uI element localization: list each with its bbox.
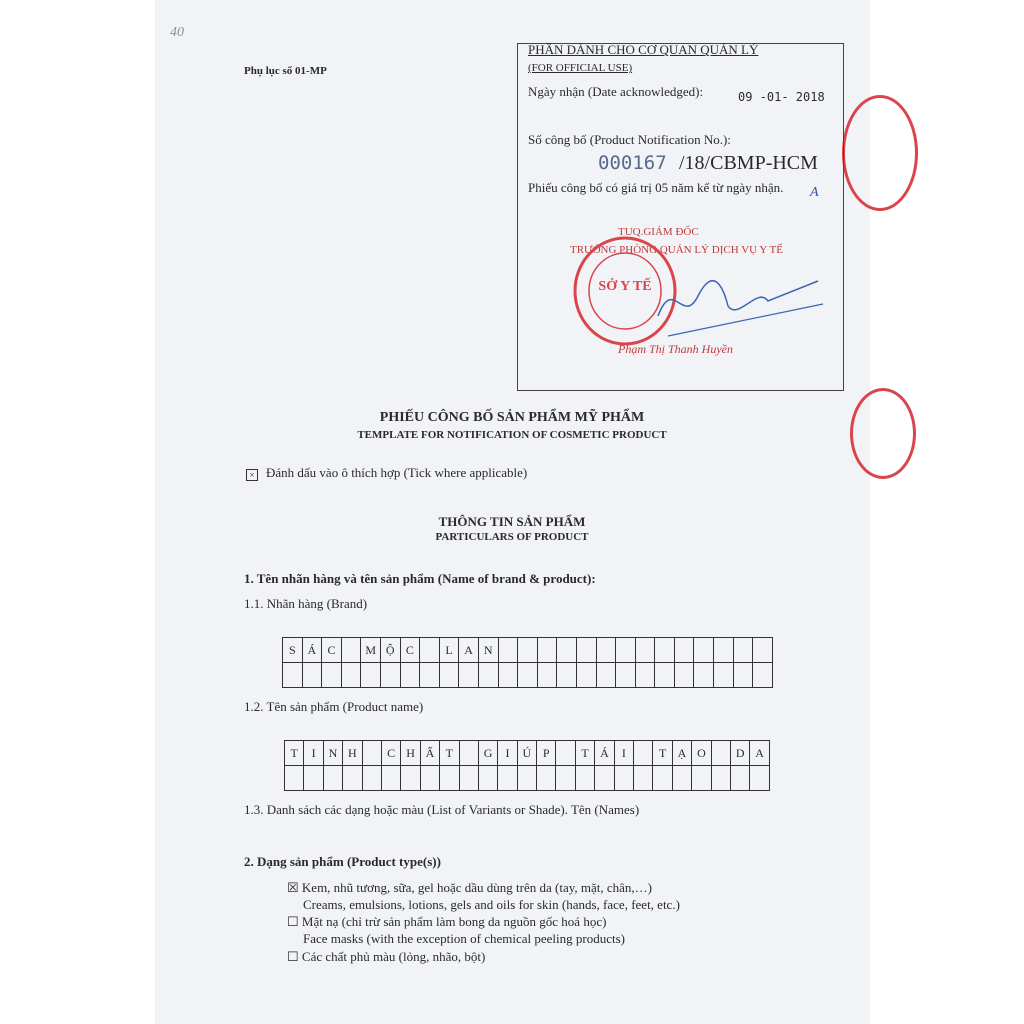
official-heading-en: (FOR OFFICIAL USE) xyxy=(528,62,633,74)
grid-cell[interactable]: Ộ xyxy=(381,638,401,663)
grid-cell[interactable] xyxy=(537,766,556,791)
grid-cell[interactable] xyxy=(499,638,519,663)
form-title-vi: PHIẾU CÔNG BỐ SẢN PHẨM MỸ PHẨM xyxy=(379,410,645,425)
product-name-grid[interactable] xyxy=(284,740,770,791)
grid-cell[interactable] xyxy=(734,663,754,688)
grid-cell[interactable] xyxy=(283,663,303,688)
grid-cell[interactable]: G xyxy=(479,741,498,766)
grid-cell[interactable] xyxy=(382,766,401,791)
grid-cell[interactable] xyxy=(518,766,537,791)
product-name-label: 1.2. Tên sản phẩm (Product name) xyxy=(244,699,424,714)
grid-cell[interactable] xyxy=(304,766,323,791)
grid-cell[interactable] xyxy=(420,638,440,663)
tick-instruction-text: Đánh dấu vào ô thích hợp (Tick where applicable) xyxy=(266,465,528,480)
official-use-box xyxy=(517,43,844,391)
red-stamp-top-right xyxy=(842,95,918,211)
grid-cell[interactable] xyxy=(655,638,675,663)
grid-cell[interactable]: H xyxy=(343,741,362,766)
grid-cell[interactable] xyxy=(712,741,731,766)
grid-cell[interactable] xyxy=(460,741,479,766)
grid-cell[interactable] xyxy=(479,766,498,791)
grid-cell[interactable]: C xyxy=(322,638,342,663)
grid-cell[interactable] xyxy=(459,663,479,688)
grid-cell[interactable] xyxy=(675,638,695,663)
brand-grid[interactable] xyxy=(282,637,773,688)
handwritten-mark: A xyxy=(810,185,819,200)
grid-cell[interactable]: T xyxy=(653,741,672,766)
grid-cell[interactable]: N xyxy=(324,741,343,766)
grid-cell[interactable]: P xyxy=(537,741,556,766)
grid-cell[interactable] xyxy=(401,663,421,688)
grid-cell[interactable]: T xyxy=(440,741,459,766)
grid-cell[interactable] xyxy=(538,638,558,663)
grid-cell[interactable] xyxy=(363,741,382,766)
signature xyxy=(628,266,828,346)
grid-cell[interactable]: N xyxy=(479,638,499,663)
grid-cell[interactable]: C xyxy=(382,741,401,766)
grid-cell[interactable] xyxy=(694,663,714,688)
grid-cell[interactable]: D xyxy=(731,741,750,766)
grid-cell[interactable] xyxy=(420,663,440,688)
grid-cell[interactable] xyxy=(342,638,362,663)
grid-cell[interactable]: Ấ xyxy=(421,741,440,766)
checkbox-icon[interactable]: ☒ xyxy=(287,880,299,895)
grid-cell[interactable] xyxy=(322,663,342,688)
grid-cell[interactable]: I xyxy=(304,741,323,766)
grid-cell[interactable] xyxy=(655,663,675,688)
grid-cell[interactable] xyxy=(303,663,323,688)
official-heading-vi: PHẦN DÀNH CHO CƠ QUAN QUẢN LÝ xyxy=(528,42,759,57)
grid-cell[interactable] xyxy=(381,663,401,688)
grid-cell[interactable] xyxy=(753,663,773,688)
variants-label: 1.3. Danh sách các dạng hoặc màu (List of Variants or Shade). Tên (Names) xyxy=(244,802,640,817)
grid-cell[interactable] xyxy=(499,663,519,688)
grid-cell[interactable]: I xyxy=(498,741,517,766)
signer-title-1: TUQ.GIÁM ĐỐC xyxy=(618,226,699,238)
option-text-en: Face masks (with the exception of chemical peeling products) xyxy=(303,931,626,946)
notification-suffix: /18/CBMP-HCM xyxy=(679,152,818,174)
grid-cell[interactable] xyxy=(731,766,750,791)
grid-cell[interactable] xyxy=(597,663,617,688)
grid-cell[interactable] xyxy=(557,663,577,688)
grid-cell[interactable] xyxy=(750,766,769,791)
form-title-en: TEMPLATE FOR NOTIFICATION OF COSMETIC PRODUCT xyxy=(357,429,667,441)
grid-cell[interactable] xyxy=(479,663,499,688)
notification-label: Số công bố (Product Notification No.): xyxy=(528,132,731,147)
grid-cell[interactable]: T xyxy=(576,741,595,766)
grid-cell[interactable]: H xyxy=(401,741,420,766)
grid-cell[interactable] xyxy=(557,638,577,663)
grid-cell[interactable] xyxy=(401,766,420,791)
grid-cell[interactable] xyxy=(753,638,773,663)
grid-cell[interactable] xyxy=(714,638,734,663)
grid-cell[interactable] xyxy=(556,741,575,766)
grid-cell[interactable] xyxy=(440,766,459,791)
option-text-vi: Kem, nhũ tương, sữa, gel hoặc dầu dùng trên da (tay, mặt, chân,…) xyxy=(301,880,652,895)
grid-cell[interactable]: S xyxy=(283,638,303,663)
grid-cell[interactable] xyxy=(577,638,597,663)
grid-cell[interactable]: M xyxy=(361,638,381,663)
grid-cell[interactable] xyxy=(653,766,672,791)
grid-cell[interactable] xyxy=(597,638,617,663)
brand-label: 1.1. Nhãn hàng (Brand) xyxy=(244,596,368,611)
grid-cell[interactable] xyxy=(324,766,343,791)
grid-cell[interactable] xyxy=(634,766,653,791)
annex-label: Phụ lục số 01-MP xyxy=(244,65,327,77)
grid-cell[interactable]: Á xyxy=(595,741,614,766)
product-type-option-3[interactable] xyxy=(287,949,485,965)
grid-cell[interactable]: C xyxy=(401,638,421,663)
signer-title-2: TRƯỞNG PHÒNG QUẢN LÝ DỊCH VỤ Y TẾ xyxy=(570,244,783,256)
date-value: 09 -01- 2018 xyxy=(738,90,825,104)
date-label: Ngày nhận (Date acknowledged): xyxy=(528,84,704,99)
grid-cell[interactable] xyxy=(361,663,381,688)
grid-cell[interactable] xyxy=(634,741,653,766)
grid-cell[interactable] xyxy=(343,766,362,791)
seal-text: SỞ Y TẾ xyxy=(598,279,652,294)
grid-cell[interactable] xyxy=(440,663,460,688)
option-text-vi: Các chất phủ màu (lỏng, nhão, bột) xyxy=(301,949,486,964)
grid-cell[interactable] xyxy=(285,766,304,791)
pencil-note: 40 xyxy=(170,25,184,40)
notification-number: 000167 xyxy=(598,152,667,174)
option-text-vi: Mặt nạ (chỉ trừ sản phẩm làm bong da nguồn gốc hoá học) xyxy=(301,914,607,929)
checkbox-icon[interactable]: ☐ xyxy=(287,914,299,929)
grid-cell[interactable] xyxy=(342,663,362,688)
grid-cell[interactable] xyxy=(694,638,714,663)
grid-cell[interactable] xyxy=(518,663,538,688)
grid-cell[interactable] xyxy=(616,638,636,663)
grid-cell[interactable] xyxy=(636,663,656,688)
checkbox-icon[interactable]: ☐ xyxy=(287,949,299,964)
grid-cell[interactable]: O xyxy=(692,741,711,766)
grid-cell[interactable] xyxy=(556,766,575,791)
grid-cell[interactable] xyxy=(615,766,634,791)
grid-cell[interactable] xyxy=(595,766,614,791)
grid-cell[interactable] xyxy=(538,663,558,688)
grid-cell[interactable]: A xyxy=(459,638,479,663)
section-2-heading: 2. Dạng sản phẩm (Product type(s)) xyxy=(244,854,441,869)
tick-instruction xyxy=(246,465,527,481)
option-text-en: Creams, emulsions, lotions, gels and oils for skin (hands, face, feet, etc.) xyxy=(303,897,680,912)
grid-cell[interactable] xyxy=(673,766,692,791)
grid-cell[interactable] xyxy=(518,638,538,663)
grid-cell[interactable] xyxy=(498,766,517,791)
grid-cell[interactable] xyxy=(692,766,711,791)
grid-cell[interactable]: I xyxy=(615,741,634,766)
grid-cell[interactable] xyxy=(363,766,382,791)
grid-cell[interactable]: Ú xyxy=(518,741,537,766)
grid-cell[interactable]: L xyxy=(440,638,460,663)
grid-cell[interactable] xyxy=(714,663,734,688)
checked-box-icon: × xyxy=(246,469,258,481)
section-1-heading: 1. Tên nhãn hàng và tên sản phẩm (Name of brand & product): xyxy=(244,571,596,586)
signer-name: Phạm Thị Thanh Huyền xyxy=(618,342,733,356)
grid-cell[interactable]: Ạ xyxy=(673,741,692,766)
product-info-title-en: PARTICULARS OF PRODUCT xyxy=(435,531,589,543)
grid-cell[interactable] xyxy=(734,638,754,663)
grid-cell[interactable] xyxy=(675,663,695,688)
grid-cell[interactable]: Á xyxy=(303,638,323,663)
product-info-title-vi: THÔNG TIN SẢN PHẨM xyxy=(438,514,586,529)
grid-cell[interactable] xyxy=(460,766,479,791)
grid-cell[interactable] xyxy=(576,766,595,791)
grid-cell[interactable] xyxy=(421,766,440,791)
grid-cell[interactable] xyxy=(577,663,597,688)
product-type-option-2[interactable] xyxy=(287,914,606,930)
grid-cell[interactable]: T xyxy=(285,741,304,766)
product-type-option-1[interactable] xyxy=(287,880,652,896)
grid-cell[interactable] xyxy=(712,766,731,791)
grid-cell[interactable] xyxy=(616,663,636,688)
grid-cell[interactable] xyxy=(636,638,656,663)
validity-text: Phiếu công bố có giá trị 05 năm kể từ ngày nhận. xyxy=(528,180,784,195)
grid-cell[interactable]: A xyxy=(750,741,769,766)
